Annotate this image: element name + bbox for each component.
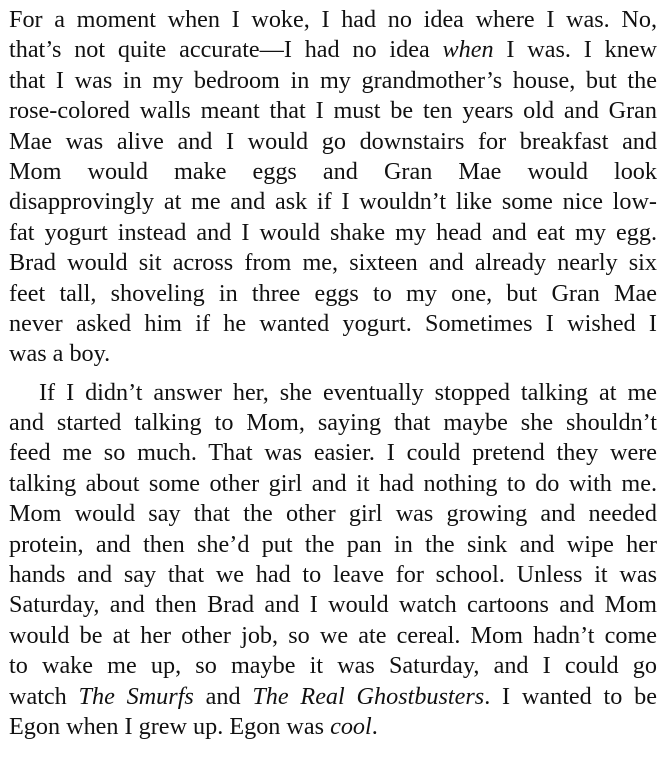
text-line — [9, 712, 657, 742]
text-line — [9, 682, 657, 712]
text-line — [9, 96, 657, 126]
text-run: feed me so much. That was easier. I could pretend they were — [9, 439, 657, 467]
italic-text: The Real Ghostbusters — [252, 682, 485, 710]
text-line — [9, 438, 657, 468]
text-line — [9, 560, 657, 590]
text-line — [9, 309, 657, 339]
text-run: would be at her other job, so we ate cereal. Mom hadn’t come — [9, 621, 657, 649]
text-run: and — [193, 682, 253, 710]
text-run: fat yogurt instead and I would shake my head and eat my egg. — [9, 218, 657, 246]
text-run: Saturday, and then Brad and I would watch cartoons and Mom — [9, 591, 657, 619]
text-run: I was. I knew — [493, 36, 657, 64]
text-run: If I didn’t answer her, she eventually stopped talking at me — [39, 378, 657, 406]
italic-text: cool — [330, 712, 372, 740]
text-run: never asked him if he wanted yogurt. Sometimes I wished I — [9, 309, 657, 337]
text-line — [9, 621, 657, 651]
text-run: was a boy. — [9, 340, 111, 368]
text-run: Mae was alive and I would go downstairs for breakfast and — [9, 127, 657, 155]
text-line — [9, 469, 657, 499]
text-run: that’s not quite accurate—I had no idea — [9, 36, 443, 64]
text-run: . I wanted to be — [484, 682, 657, 710]
text-run: . — [371, 712, 378, 740]
text-run: hands and say that we had to leave for school. Unless it was — [9, 561, 657, 589]
text-line — [9, 157, 657, 187]
text-line — [9, 35, 657, 65]
text-run: to wake me up, so maybe it was Saturday, and I could go — [9, 652, 657, 680]
text-line — [9, 651, 657, 681]
text-run: watch — [9, 682, 79, 710]
text-line — [9, 248, 657, 278]
text-run: Brad would sit across from me, sixteen and already nearly six — [9, 249, 657, 277]
italic-text: when — [442, 36, 494, 64]
text-run: Mom would say that the other girl was growing and needed — [9, 500, 657, 528]
text-run: that I was in my bedroom in my grandmother’s house, but the — [9, 66, 657, 94]
text-line — [9, 66, 657, 96]
text-line — [9, 378, 657, 408]
text-line — [9, 339, 657, 369]
text-line — [9, 530, 657, 560]
italic-text: The Smurfs — [78, 682, 194, 710]
text-run: rose-colored walls meant that I must be ten years old and Gran — [9, 97, 657, 125]
text-line — [9, 187, 657, 217]
text-line — [9, 408, 657, 438]
text-line — [9, 218, 657, 248]
text-run: disapprovingly at me and ask if I wouldn’t like some nice low- — [9, 188, 657, 216]
text-run: For a moment when I woke, I had no idea where I was. No, — [9, 6, 657, 33]
text-line — [9, 590, 657, 620]
text-run: talking about some other girl and it had nothing to do with me. — [9, 469, 657, 497]
text-run: Egon when I grew up. Egon was — [9, 712, 331, 740]
text-line — [9, 279, 657, 309]
text-run: feet tall, shoveling in three eggs to my one, but Gran Mae — [9, 279, 657, 307]
text-line — [9, 499, 657, 529]
text-line — [9, 5, 657, 35]
text-run: protein, and then she’d put the pan in the sink and wipe her — [9, 530, 657, 558]
body-paragraph — [9, 5, 657, 370]
text-line — [9, 127, 657, 157]
body-paragraph — [9, 378, 657, 743]
text-run: Mom would make eggs and Gran Mae would look — [9, 157, 657, 185]
text-run: and started talking to Mom, saying that maybe she shouldn’t — [9, 409, 657, 437]
